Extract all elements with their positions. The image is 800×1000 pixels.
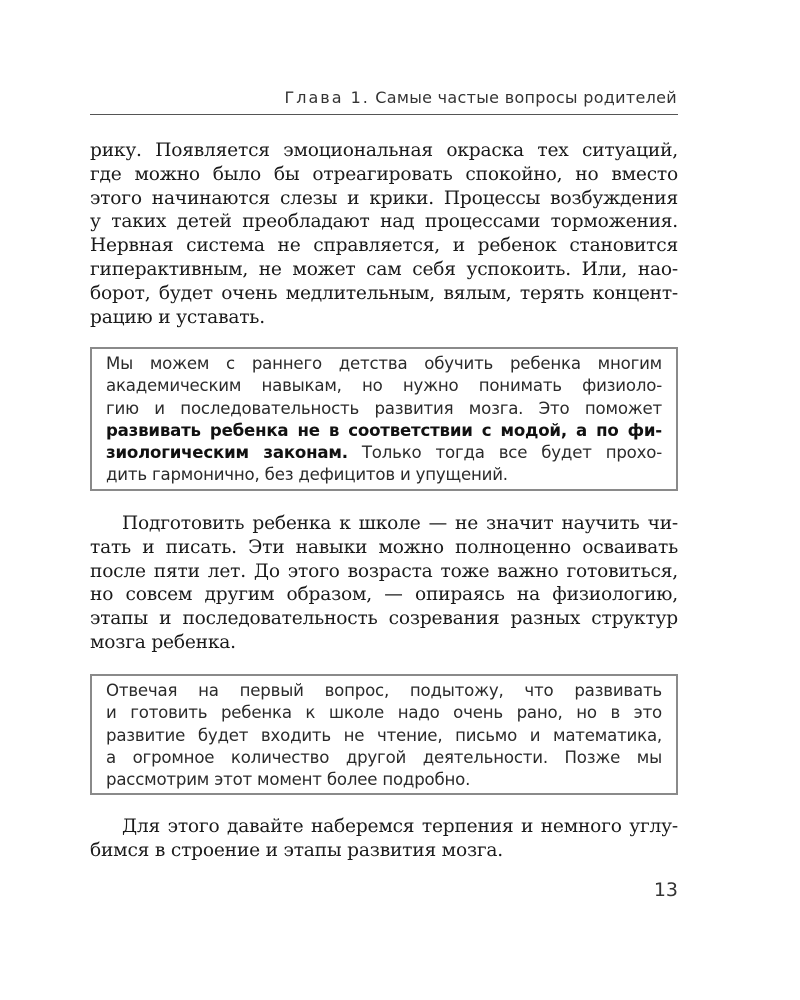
callout-line: дить гармонично, без дефицитов и упущений. <box>106 465 508 485</box>
text-line: рику. Появляется эмоциональная окраска тех ситуаций, <box>90 140 678 161</box>
text-line: гиперактивным, не может сам себя успокоить. Или, нао- <box>90 258 678 280</box>
callout-line: Мы можем с раннего детства обучить ребенка многим <box>106 354 662 373</box>
text-line: Нервная система не справляется, и ребенок становится <box>90 235 678 257</box>
text-line: тать и писать. Эти навыки можно полноценно осваивать <box>90 536 678 558</box>
text-line: бимся в строение и этапы развития мозга. <box>90 839 504 861</box>
paragraph-1 <box>90 139 678 329</box>
callout-line: а огромное количество другой деятельности. Позже мы <box>106 747 662 767</box>
text-line: этого начинаются слезы и крики. Процессы возбуждения <box>90 187 678 209</box>
header-rule <box>90 114 678 115</box>
callout-line <box>106 442 662 464</box>
chapter-label: Глава 1. <box>284 88 370 107</box>
callout-line: и готовить ребенка к школе надо очень рано, но в это <box>106 703 662 723</box>
text-line: этапы и последовательность созревания разных структур <box>90 608 678 630</box>
callout-line: академическим навыкам, но нужно понимать физиоло- <box>106 376 662 396</box>
callout-text: Только тогда все будет прохо- <box>347 443 662 463</box>
text-line: где можно было бы отреагировать спокойно, но вместо <box>90 163 678 185</box>
paragraph-2 <box>90 512 678 655</box>
callout-line <box>106 420 662 442</box>
text-line: рацию и уставать. <box>90 306 265 328</box>
callout-bold-text: зиологическим законам. <box>106 443 348 463</box>
text-line: Подготовить ребенка к школе — не значит научить чи- <box>122 513 678 534</box>
callout-line: рассмотрим этот момент более подробно. <box>106 770 471 790</box>
chapter-title: Самые частые вопросы родителей <box>375 88 677 107</box>
running-header <box>90 88 677 107</box>
page-number: 13 <box>653 879 678 901</box>
text-line: у таких детей преобладают над процессами торможения. <box>90 211 678 233</box>
callout-bold-text: развивать ребенка не в соответствии с модой, а по фи- <box>106 420 662 440</box>
callout-line: развитие будет входить не чтение, письмо и математика, <box>106 725 662 745</box>
callout-box-summary <box>90 674 678 795</box>
paragraph-3 <box>90 815 678 863</box>
text-line: мозга ребенка. <box>90 631 236 653</box>
callout-box-physiology <box>90 347 678 491</box>
text-line: Для этого давайте наберемся терпения и немного углу- <box>122 816 678 837</box>
callout-line: гию и последовательность развития мозга. Это поможет <box>106 398 662 418</box>
callout-line: Отвечая на первый вопрос, подытожу, что развивать <box>106 681 662 700</box>
text-line: после пяти лет. До этого возраста тоже важно готовиться, <box>90 560 678 582</box>
text-line: борот, будет очень медлительным, вялым, терять концент- <box>90 282 678 304</box>
text-line: но совсем другим образом, — опираясь на физиологию, <box>90 584 678 606</box>
